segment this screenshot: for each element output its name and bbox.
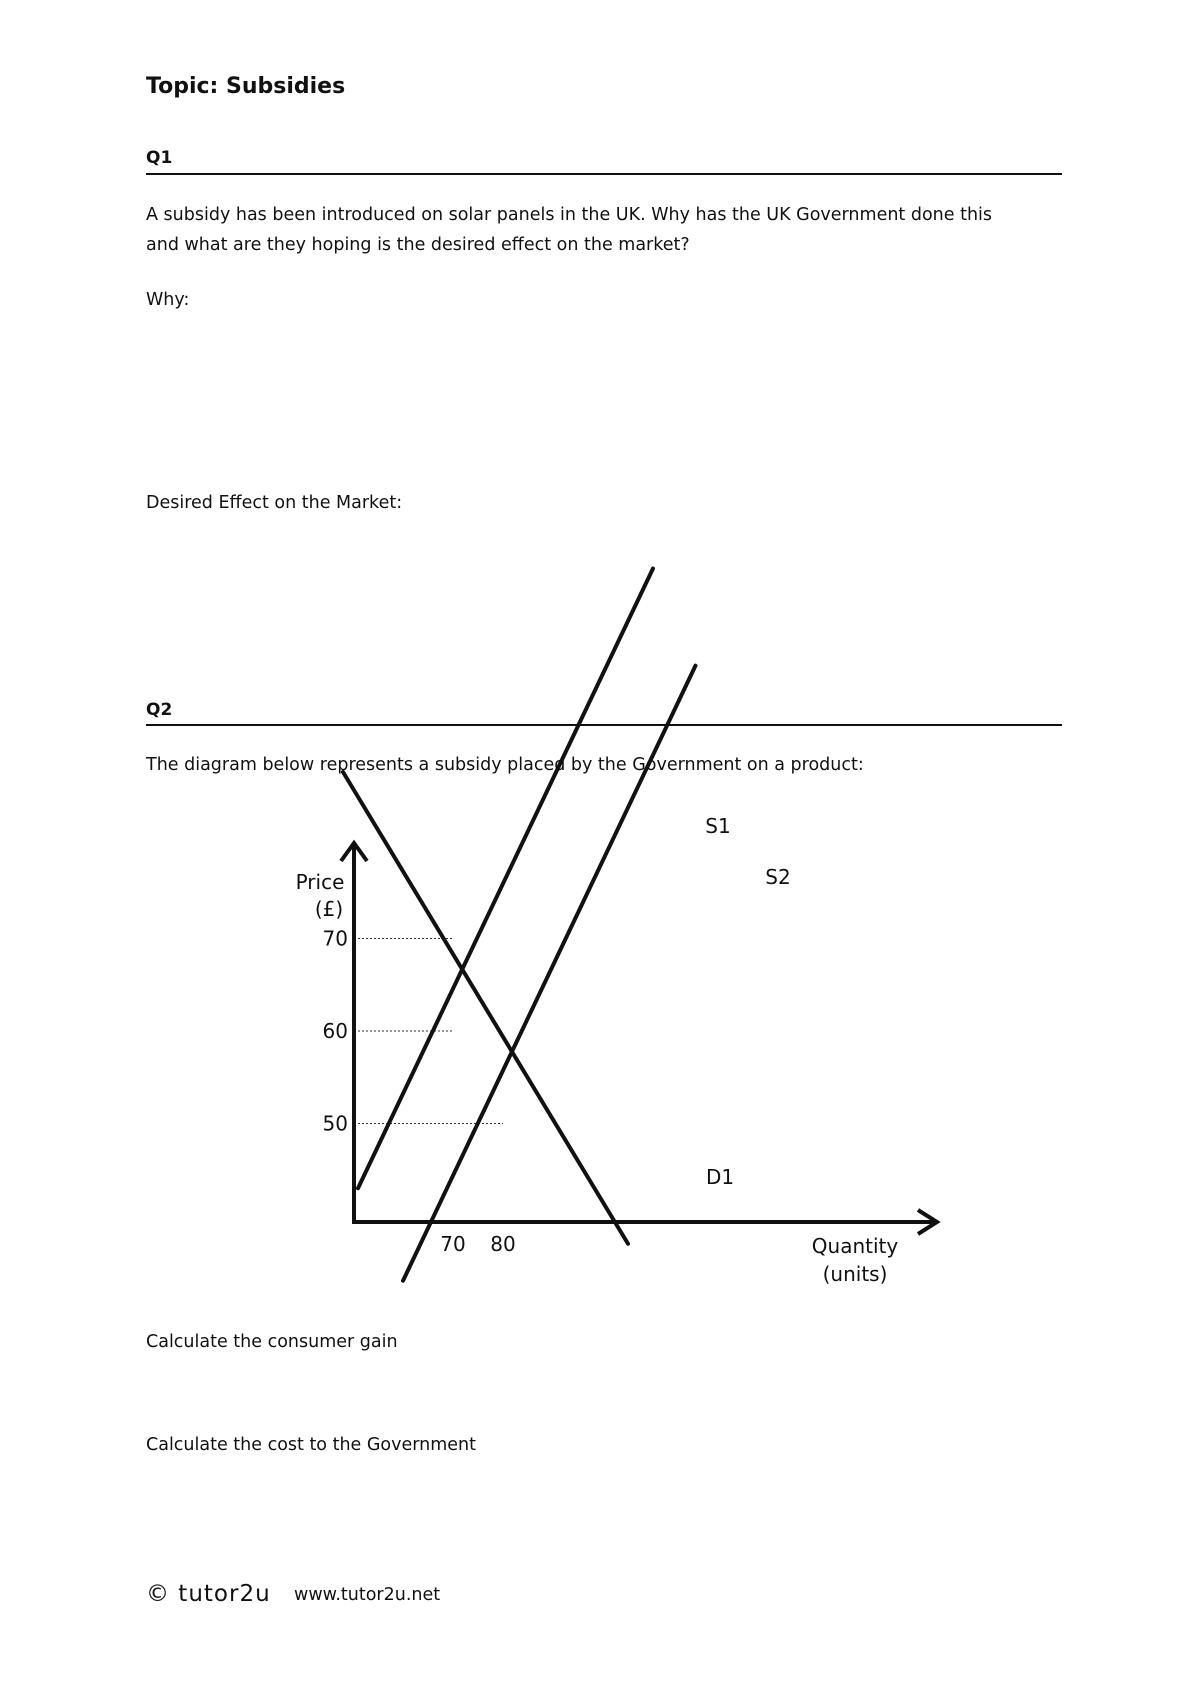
footer-url: www.tutor2u.net xyxy=(294,1585,441,1605)
consumer-gain-prompt: Calculate the consumer gain xyxy=(146,1332,398,1352)
x-axis-unit: (units) xyxy=(822,1262,888,1286)
x-axis-title: Quantity xyxy=(811,1234,899,1258)
curve-label-d1: D1 xyxy=(706,1165,735,1189)
tutor2u-logo: © tutor2u xyxy=(146,1581,271,1607)
q1-question-line1: A subsidy has been introduced on solar panels in the UK. Why has the UK Government done this xyxy=(146,205,993,225)
q1-why-label: Why: xyxy=(146,290,190,310)
page-title: Topic: Subsidies xyxy=(146,74,346,99)
q1-heading: Q1 xyxy=(146,148,173,168)
q2-heading: Q2 xyxy=(146,700,173,720)
y-axis-title: Price xyxy=(295,870,345,894)
y-tick-label-70: 70 xyxy=(322,926,348,951)
curve-label-s2: S2 xyxy=(765,865,791,889)
q2-intro: The diagram below represents a subsidy placed by the Government on a product: xyxy=(146,755,864,775)
curve-label-s1: S1 xyxy=(705,814,731,838)
y-tick-label-50: 50 xyxy=(322,1111,348,1136)
government-cost-prompt: Calculate the cost to the Government xyxy=(146,1435,476,1455)
q1-question-line2: and what are they hoping is the desired effect on the market? xyxy=(146,235,690,255)
curve-s2 xyxy=(403,666,696,1281)
curve-s1 xyxy=(358,569,653,1189)
y-tick-label-60: 60 xyxy=(322,1019,348,1043)
y-axis-unit: (£) xyxy=(314,897,344,921)
curve-d1 xyxy=(343,772,628,1244)
x-tick-label-80: 80 xyxy=(490,1232,516,1256)
q1-effect-label: Desired Effect on the Market: xyxy=(146,493,403,513)
x-tick-label-70: 70 xyxy=(440,1232,466,1256)
